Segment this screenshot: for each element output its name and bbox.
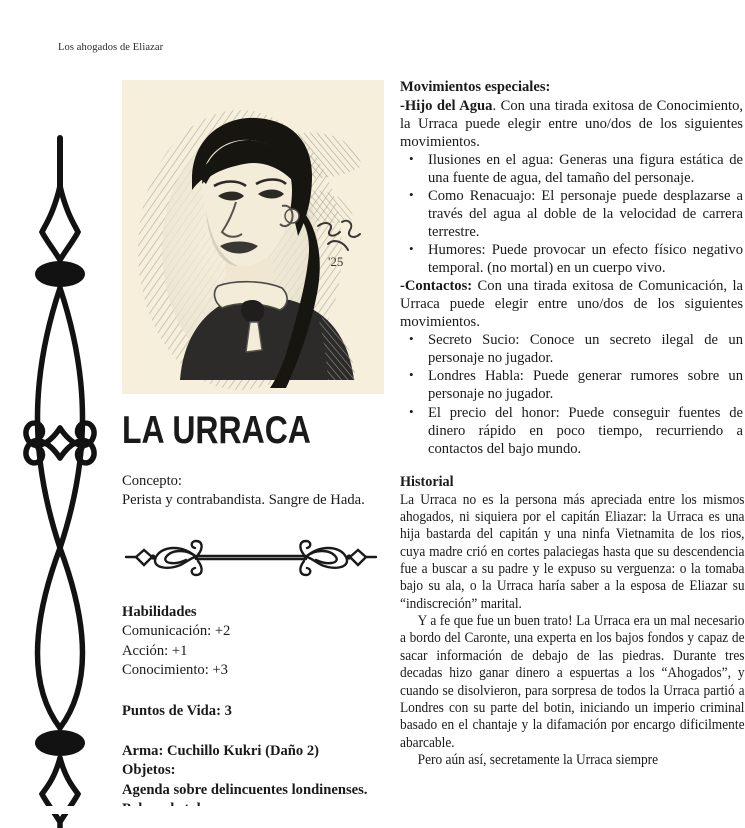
character-portrait <box>122 80 384 394</box>
move-group-2-lead: -Contactos: <box>400 278 473 295</box>
skills-heading: Habilidades <box>122 603 197 620</box>
concept-block <box>122 472 386 511</box>
skill-action: Acción: +1 <box>122 642 188 659</box>
list-item: • El precio del honor: Puede conseguir fuentes de dinero rápido en poco tiempo, recurriendo a contactos del bajo mundo. <box>400 404 743 458</box>
page-title: LA URRACA <box>122 409 311 452</box>
special-moves-heading: Movimientos especiales: <box>400 79 551 95</box>
concept-value: Perista y contrabandista. Sangre de Hada. <box>122 492 365 509</box>
historial-paragraph-3: Pero aún así, secretamente la Urraca siempre <box>417 751 659 768</box>
list-item: • Ilusiones en el agua: Generas una figura estática de una fuente de agua, del tamaño del personaje. <box>400 151 743 187</box>
move-group-1-text: . Con una tirada exitosa de Conocimiento, la Urraca puede elegir entre uno/dos de los siguientes movimientos. <box>400 98 744 151</box>
vertical-ornament-divider <box>8 128 112 828</box>
portrait-signature: '25 <box>328 254 344 269</box>
object-item-1: Agenda sobre delincuentes londinenses. <box>122 781 368 798</box>
move-group-2-text: Con una tirada exitosa de Comunicación, la Urraca puede elegir entre uno/dos de los siguientes movimientos. <box>400 278 743 331</box>
concept-label: Concepto: <box>122 473 182 489</box>
skill-knowledge: Conocimiento: +3 <box>122 662 228 679</box>
hit-points-block <box>122 702 386 721</box>
move-group-2-list <box>400 331 743 457</box>
move-group-1-intro <box>400 97 743 151</box>
character-sheet-right-column <box>400 78 743 769</box>
skill-communication: Comunicación: +2 <box>122 623 231 640</box>
horizontal-ornament-divider <box>122 537 380 577</box>
weapon-value: Arma: Cuchillo Kukri (Daño 2) <box>122 742 320 759</box>
hit-points-value: Puntos de Vida: 3 <box>122 703 232 720</box>
character-sheet-left-column <box>122 80 386 819</box>
move-group-2-intro <box>400 277 743 331</box>
page-bottom-edge <box>0 806 745 814</box>
move-group-1-list <box>400 151 743 277</box>
historial-paragraph-1: La Urraca no es la persona más apreciada entre los mismos ahogados, ni siquiera por el capitán Eliazar: la Urraca es una hija bastarda del capitán y una ninfa Vietnamita de los rios, cuya madre crió en cortes palaciegas hasta que su descendencia fue a buscar a su padre y le expuso su verguenza: o la tomaba bajo su ala, o la Urraca haría saber a la esposa de Eliazar su “indiscreción” marital. <box>400 491 745 612</box>
list-item: • Secreto Sucio: Conoce un secreto ilegal de un personaje no jugador. <box>400 331 743 367</box>
list-item: • Como Renacuajo: El personaje puede desplazarse a través del agua al doble de la velocidad de carrera terrestre. <box>400 187 743 241</box>
historial-paragraph-2: Y a fe que fue un buen trato! La Urraca era un mal necesario a bordo del Caronte, una experta en los bajos fondos y capaz de sacar información de debajo de las piedras. Durante tres decadas hizo ganar dinero a espuertas a los “Ahogados”, y cuando se disolvieron, para sorpresa de todos la Urraca partió a Londres con su parte del botin, iniciando un imperio criminal basado en el chantaje y la difamación por encargo dificilmente abarcable. <box>400 613 745 751</box>
move-group-1-lead: -Hijo del Agua <box>400 98 493 115</box>
skills-block <box>122 603 386 681</box>
running-header: Los ahogados de Eliazar <box>58 42 164 53</box>
historial-heading: Historial <box>400 473 454 490</box>
objects-label: Objetos: <box>122 762 176 779</box>
list-item: • Humores: Puede provocar un efecto físico negativo temporal. (no mortal) en un cuerpo vivo. <box>400 241 743 277</box>
list-item: • Londres Habla: Puede generar rumores sobre un personaje no jugador. <box>400 367 743 403</box>
